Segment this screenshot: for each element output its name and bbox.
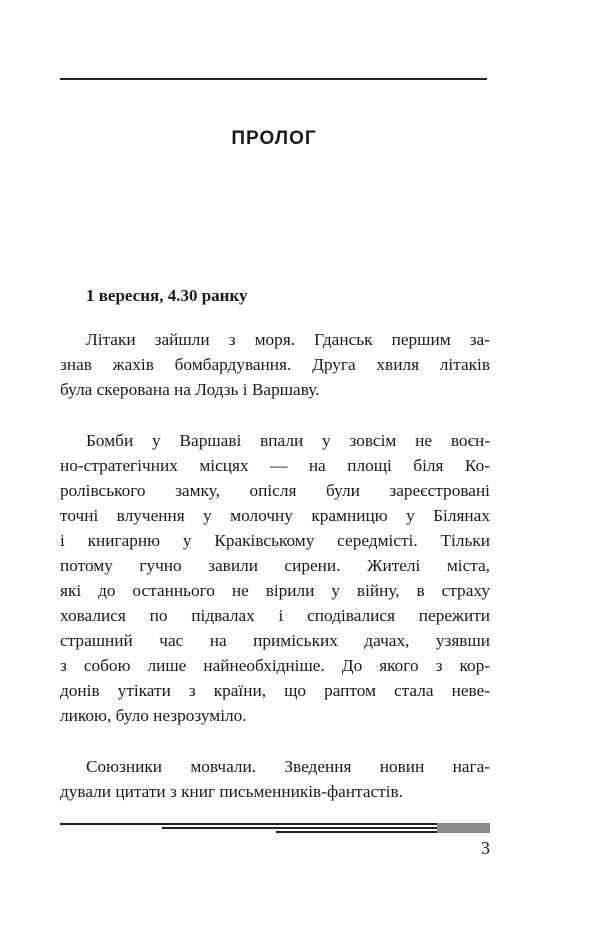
text-line: які до останнього не вірили у війну, в страху (60, 581, 490, 600)
text-line: ролівського замку, опісля були зареєстровані (60, 481, 490, 500)
chapter-title: ПРОЛОГ (231, 128, 317, 149)
page-number: 3 (481, 838, 490, 858)
footer-rule (60, 823, 490, 825)
text-line: потому гучно завили сирени. Жителі міста, (60, 556, 490, 575)
paragraph (60, 754, 490, 804)
footer-gray-block (437, 823, 490, 833)
paragraph (60, 327, 490, 402)
text-line: Бомби у Варшаві впали у зовсім не воєн- (86, 431, 490, 450)
text-line: знав жахів бомбардування. Друга хвиля літаків (60, 355, 490, 374)
text-line: була скерована на Лодзь і Варшаву. (60, 380, 320, 399)
text-line: ликою, було незрозуміло. (60, 706, 247, 725)
text-line: ховалися по підвалах і сподівалися пережити (60, 606, 490, 625)
text-line: з собою лише найнеобхідніше. До якого з кор- (60, 656, 490, 675)
paragraph (60, 428, 490, 728)
text-line: донів утікати з країни, що раптом стала неве- (60, 681, 490, 700)
date-heading: 1 вересня, 4.30 ранку (86, 286, 248, 305)
text-line: Літаки зайшли з моря. Гданськ першим за- (86, 330, 490, 349)
text-line: но-стратегічних місцях — на площі біля Ко- (60, 456, 490, 475)
text-line: Союзники мовчали. Зведення новин нага- (86, 757, 490, 776)
text-line: точні влучення у молочну крамницю у Білянах (60, 506, 490, 525)
header-rule (60, 78, 487, 80)
text-line: страшний час на приміських дачах, узявши (60, 631, 490, 650)
text-line: дували цитати з книг письменників-фантастів. (60, 782, 403, 801)
body-text (60, 327, 490, 830)
text-line: і книгарню у Краківському середмісті. Тільки (60, 531, 490, 550)
